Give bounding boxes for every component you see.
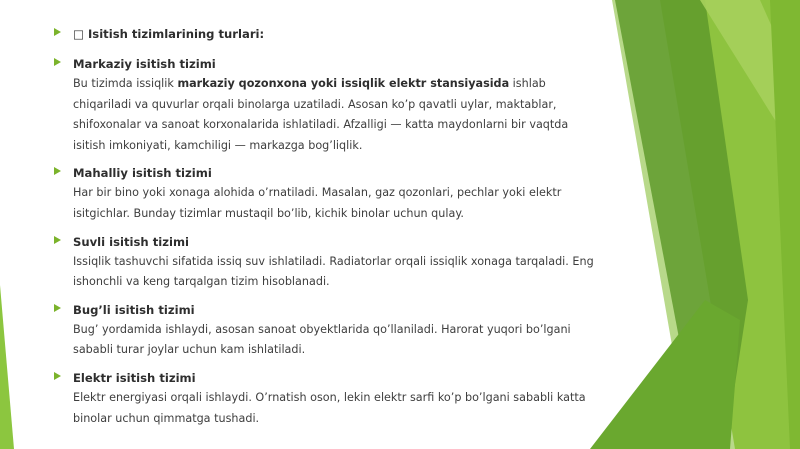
bullet-arrow-icon	[54, 28, 61, 36]
list-item	[54, 232, 602, 293]
item-text: Bug’ yordamida ishlaydi, asosan sanoat obyektlarida qo’llaniladi. Harorat yuqori bo’lgani sababli turar joylar uchun kam ishlatiladi.	[73, 322, 571, 357]
list-item	[54, 163, 602, 224]
left-edge-shape	[0, 285, 14, 449]
item-heading: Elektr isitish tizimi	[73, 370, 196, 385]
bullet-arrow-icon	[54, 167, 61, 175]
item-text: Elektr energiyasi orqali ishlaydi. O’rnatish oson, lekin elektr sarfi ko’p bo’lgani sababli katta binolar uchun qimmatga tushadi.	[73, 390, 586, 425]
list-item	[54, 300, 602, 361]
item-heading: Markaziy isitish tizimi	[73, 57, 216, 71]
slide-content	[54, 24, 602, 429]
bullet-arrow-icon	[54, 372, 61, 380]
item-text-part: Bu tizimda issiqlik	[73, 77, 178, 90]
item-text: Issiqlik tashuvchi sifatida issiq suv ishlatiladi. Radiatorlar orqali issiqlik xonaga tarqaladi. Eng ishonchli va keng tarqalgan tizim hisoblanadi.	[73, 254, 594, 289]
list-title-item	[54, 24, 602, 44]
item-text-bold: markaziy qozonxona yoki issiqlik elektr stansiyasida	[177, 77, 510, 90]
bullet-arrow-icon	[54, 236, 61, 244]
item-text	[73, 74, 602, 156]
slide-title: □ Isitish tizimlarining turlari:	[73, 27, 265, 41]
right-plane-bottom	[590, 300, 740, 449]
list-item	[54, 54, 602, 156]
bullet-arrow-icon	[54, 58, 61, 66]
item-text: Har bir bino yoki xonaga alohida o’rnatiladi. Masalan, gaz qozonlari, pechlar yoki elektr isitgichlar. Bunday tizimlar mustaqil bo’lib, kichik binolar uchun qulay.	[73, 186, 562, 220]
item-heading: Suvli isitish tizimi	[73, 234, 189, 249]
list-item	[54, 368, 602, 429]
bullet-arrow-icon	[54, 304, 61, 312]
item-text-part: ishlab chiqariladi va quvurlar orqali binolarga uzatiladi. Asosan ko’p qavatli uylar, maktablar, shifoxonalar va sanoat korxonalarida ishlatiladi. Afzalligi — katta maydonlarni bir vaqtda isitish imkoniyati, kamchiligi — markazga bog’liqlik.	[73, 77, 569, 152]
item-heading: Mahalliy isitish tizimi	[73, 166, 212, 181]
item-heading: Bug’li isitish tizimi	[73, 302, 195, 317]
